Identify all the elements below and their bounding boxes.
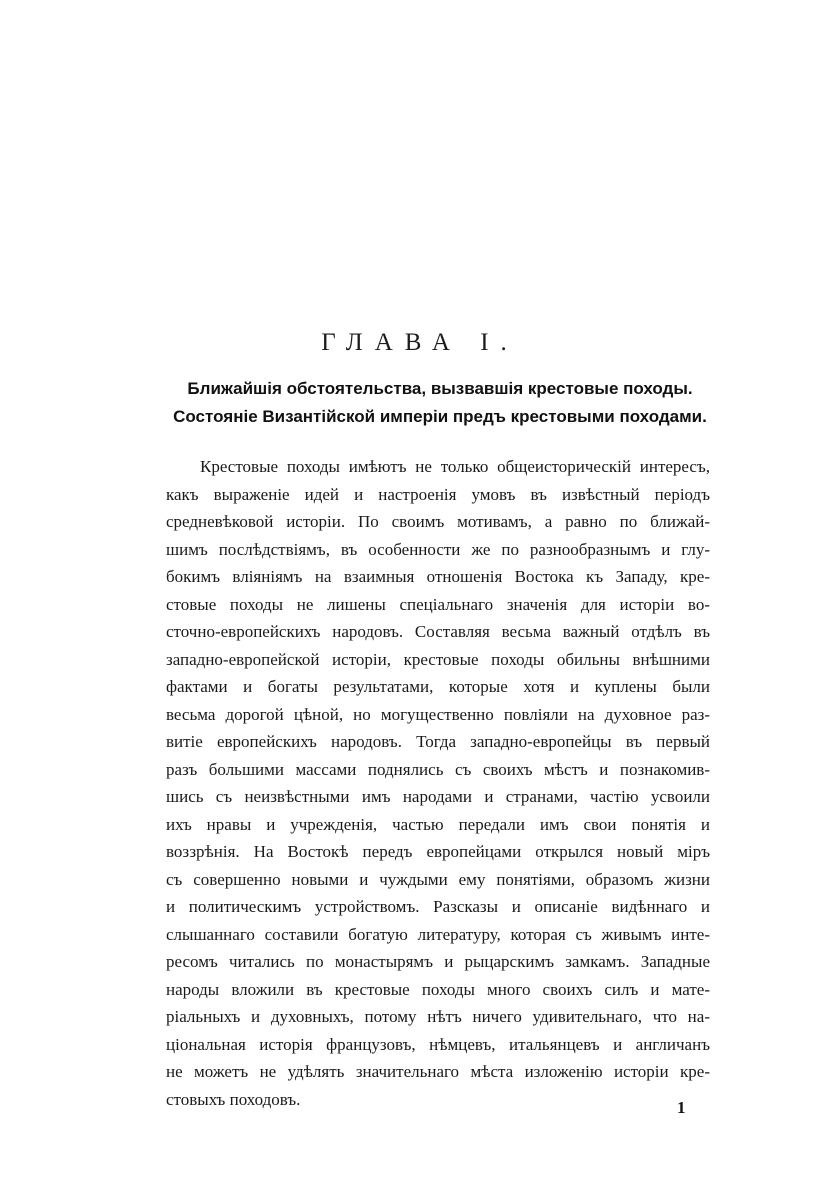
body-line: сточно-европейскихъ народовъ. Составляя весьма важный отдѣлъ въ: [166, 622, 710, 641]
body-line: западно-европейской исторіи, крестовые походы обильны внѣшними: [166, 649, 710, 669]
body-line: шись съ неизвѣстными имъ народами и странами, частію усвоили: [166, 787, 710, 806]
chapter-heading: ГЛАВА I.: [321, 329, 519, 356]
chapter-subtitle-line-1: Ближайшія обстоятельства, вызвавшія крестовые походы.: [187, 379, 693, 398]
body-line: средневѣковой исторіи. По своимъ мотивамъ, а равно по ближай-: [166, 512, 710, 531]
body-line: какъ выраженіе идей и настроенія умовъ въ извѣстный періодъ: [166, 484, 710, 504]
page-number: 1: [677, 1098, 686, 1117]
chapter-subtitle-line-2: Состояніе Византійской имперіи предъ крестовыми походами.: [173, 407, 707, 426]
body-line: съ совершенно новыми и чуждыми ему понятіями, образомъ жизни: [166, 869, 710, 889]
body-paragraph: [166, 453, 710, 1113]
body-line: ресомъ читались по монастырямъ и рыцарскимъ замкамъ. Западные: [166, 952, 710, 971]
body-line: стовыхъ походовъ.: [166, 1089, 301, 1109]
body-line: шимъ послѣдствіямъ, въ особенности же по разнообразнымъ и глу-: [166, 539, 710, 559]
body-line: и политическимъ устройствомъ. Разсказы и описаніе видѣннаго и: [166, 897, 710, 916]
body-line: весьма дорогой цѣной, но могущественно повліяли на духовное раз-: [166, 704, 710, 724]
body-line: витіе европейскихъ народовъ. Тогда западно-европейцы въ первый: [166, 732, 710, 751]
body-line: Крестовые походы имѣютъ не только общеисторическій интересъ,: [200, 457, 710, 476]
body-line: ціональная исторія французовъ, нѣмцевъ, итальянцевъ и англичанъ: [166, 1034, 710, 1054]
body-line: слышаннаго составили богатую литературу, которая съ живымъ инте-: [166, 924, 710, 944]
body-line: разъ большими массами поднялись съ своихъ мѣстъ и познакомив-: [166, 759, 710, 779]
body-line: фактами и богаты результатами, которые хотя и куплены были: [166, 677, 710, 696]
body-line: стовые походы не лишены спеціальнаго значенія для исторіи во-: [166, 594, 710, 614]
body-line: не можетъ не удѣлять значительнаго мѣста изложенію исторіи кре-: [166, 1062, 710, 1081]
body-line: народы вложили въ крестовые походы много своихъ силъ и мате-: [166, 979, 710, 999]
body-line: ріальныхъ и духовныхъ, потому нѣтъ ничего удивительнаго, что на-: [166, 1007, 710, 1026]
body-line: воззрѣнія. На Востокѣ передъ европейцами открылся новый міръ: [166, 842, 710, 861]
body-line: ихъ нравы и учрежденія, частью передали имъ свои понятія и: [166, 814, 710, 834]
body-line: бокимъ вліяніямъ на взаимныя отношенія Востока къ Западу, кре-: [166, 567, 710, 586]
